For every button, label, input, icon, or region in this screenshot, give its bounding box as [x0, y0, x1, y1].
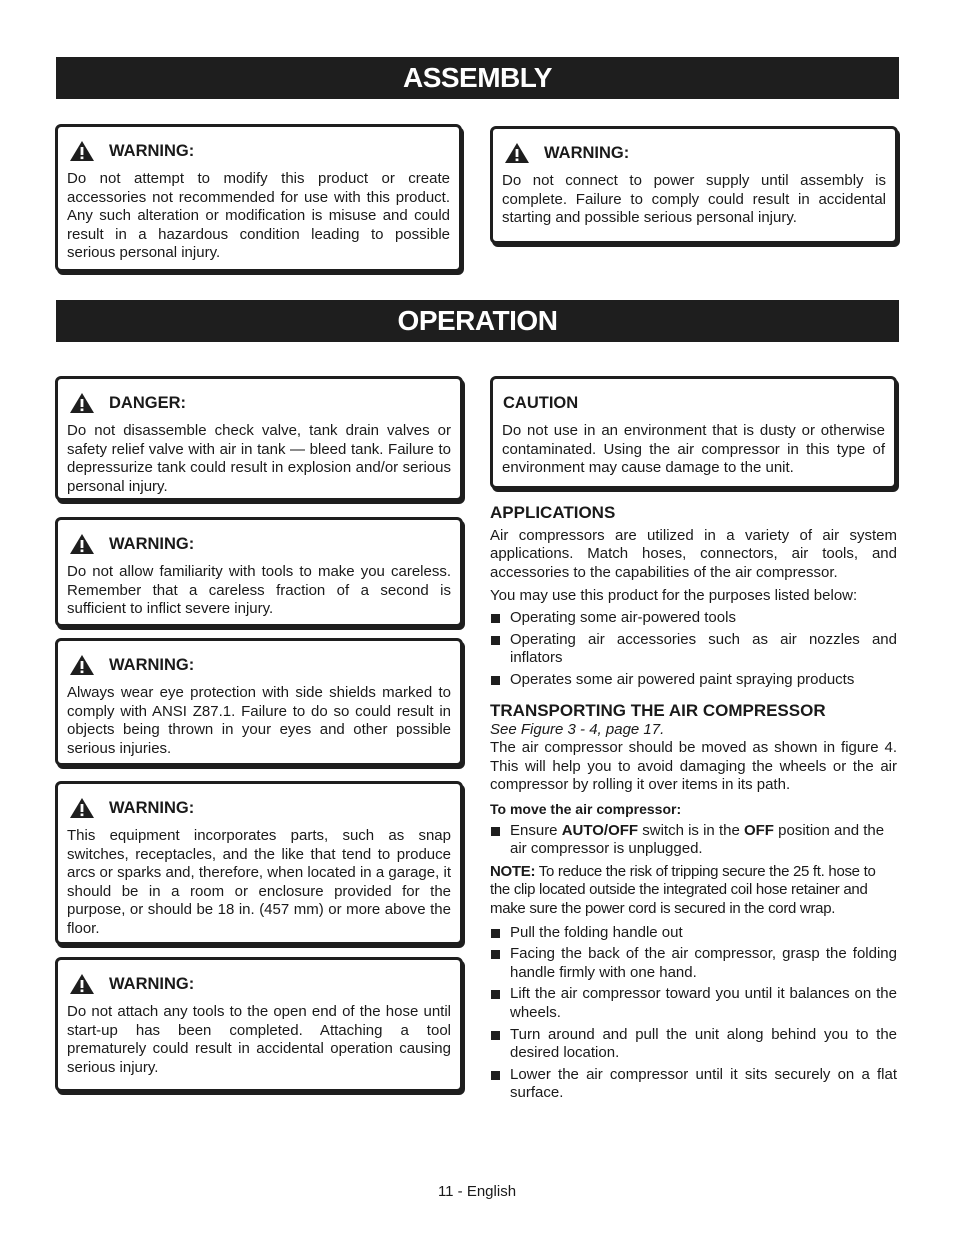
applications-section: [490, 504, 897, 692]
caution-text: Do not use in an environment that is dusty or otherwise contaminated. Using the air compressor in this type of environment may cause damage to the unit.: [502, 422, 885, 477]
warning-label: WARNING:: [109, 798, 195, 817]
list-item: [490, 631, 897, 668]
assembly-banner: ASSEMBLY: [56, 57, 899, 99]
applications-title: APPLICATIONS: [490, 503, 616, 522]
danger-text: Do not disassemble check valve, tank drain valves or safety relief valve with air in tank — bleed tank. Failure to depressurize tank could result in explosion and/or serious personal injury.: [67, 422, 451, 495]
caution-box: [490, 376, 897, 489]
warning-triangle-icon: [69, 140, 95, 162]
ensure-mid: switch is in the: [638, 821, 744, 839]
operation-banner: OPERATION: [56, 300, 899, 342]
note-text: To reduce the risk of tripping secure the 25 ft. hose to the clip located outside the integrated coil hose retainer and make sure the power cord is secured in the cord wrap.: [490, 862, 876, 917]
warning-label: WARNING:: [109, 534, 195, 553]
ensure-post: position and the air compressor is unplugged.: [510, 821, 885, 858]
bullet-icon: [491, 614, 500, 623]
assembly-warning-box-1: [55, 124, 462, 272]
warning-heading: [69, 797, 451, 819]
list-item: [490, 1066, 897, 1103]
list-item: [490, 945, 897, 982]
transport-to-move: To move the air compressor:: [490, 800, 682, 817]
warning-heading: [69, 973, 451, 995]
list-item: [490, 985, 897, 1022]
operation-warning-box-1: [55, 517, 463, 627]
list-item: [490, 822, 897, 859]
warning-label: WARNING:: [544, 143, 630, 162]
list-item: [490, 609, 897, 628]
operation-warning-box-2: [55, 638, 463, 766]
list-item-text: Pull the folding handle out: [510, 923, 683, 941]
auto-off-label: AUTO/OFF: [561, 821, 639, 839]
bullet-icon: [491, 676, 500, 685]
assembly-warning-box-2: [490, 126, 898, 244]
caution-label: CAUTION: [503, 393, 579, 412]
list-item: [490, 671, 897, 690]
warning-text: Do not allow familiarity with tools to make you careless. Remember that a careless fraction of a second is sufficient to inflict severe injury.: [67, 563, 451, 618]
warning-heading: [69, 140, 450, 162]
warning-triangle-icon: [69, 973, 95, 995]
warning-text: Do not attach any tools to the open end of the hose until start-up has been completed. Attaching a tool prematurely could result in accidental operation causing serious injury.: [67, 1003, 451, 1076]
applications-intro: Air compressors are utilized in a variety of air system applications. Match hoses, connectors, air tools, and accessories to the capabilities of the air compressor.: [490, 526, 897, 581]
transport-intro: The air compressor should be moved as shown in figure 4. This will help you to avoid damaging the wheels or the air compressor by rolling it over items in its path.: [490, 739, 897, 794]
list-item-text: Turn around and pull the unit along behind you to the desired location.: [510, 1025, 897, 1062]
warning-heading: [504, 142, 886, 164]
transport-section: [490, 702, 897, 1106]
ensure-pre: Ensure: [510, 821, 562, 839]
bullet-icon: [491, 929, 500, 938]
list-item-text: Lower the air compressor until it sits securely on a flat surface.: [510, 1065, 897, 1102]
bullet-icon: [491, 1031, 500, 1040]
warning-triangle-icon: [69, 533, 95, 555]
warning-triangle-icon: [504, 142, 530, 164]
note-label: NOTE:: [490, 862, 536, 880]
warning-heading: [69, 533, 451, 555]
warning-triangle-icon: [69, 654, 95, 676]
warning-label: WARNING:: [109, 141, 195, 160]
list-item: [490, 1026, 897, 1063]
warning-text: Do not attempt to modify this product or create accessories not recommended for use with this product. Any such alteration or modification is misuse and could result in a hazardous condition leading to possible serious personal injury.: [67, 170, 450, 262]
off-label: OFF: [743, 821, 774, 839]
bullet-icon: [491, 827, 500, 836]
danger-label: DANGER:: [109, 393, 186, 412]
list-item-text: Operating some air-powered tools: [510, 608, 736, 626]
warning-triangle-icon: [69, 392, 95, 414]
warning-label: WARNING:: [109, 655, 195, 674]
bullet-icon: [491, 950, 500, 959]
transport-title: TRANSPORTING THE AIR COMPRESSOR: [490, 701, 826, 720]
applications-lead: You may use this product for the purposes listed below:: [490, 587, 858, 605]
page-footer: 11 - English: [437, 1183, 517, 1200]
ensure-list: [490, 822, 897, 859]
warning-label: WARNING:: [109, 974, 195, 993]
list-item-text: Operating air accessories such as air nozzles and inflators: [510, 630, 897, 667]
danger-heading: [69, 392, 451, 414]
warning-heading: [69, 654, 451, 676]
list-item: [490, 924, 897, 943]
operation-warning-box-4: [55, 957, 463, 1092]
steps-list: [490, 924, 897, 1103]
list-item-text: Facing the back of the air compressor, grasp the folding handle firmly with one hand.: [510, 945, 897, 981]
transport-see-figure: See Figure 3 - 4, page 17.: [490, 720, 665, 738]
warning-text: This equipment incorporates parts, such as snap switches, receptacles, and the like that tend to produce arcs or sparks and, therefore, when located in a garage, it should be in a room or enclosure provided for the purpose, or should be 18 in. (457 mm) or more above the floor.: [67, 827, 451, 937]
transport-note: [490, 863, 897, 919]
list-item-text: Operates some air powered paint spraying products: [510, 670, 855, 688]
caution-heading: [503, 392, 885, 414]
bullet-icon: [491, 990, 500, 999]
danger-box: [55, 376, 463, 501]
warning-triangle-icon: [69, 797, 95, 819]
warning-text: Always wear eye protection with side shields marked to comply with ANSI Z87.1. Failure to do so could result in objects being thrown in your eyes and other possible serious injuries.: [67, 684, 451, 757]
bullet-icon: [491, 636, 500, 645]
warning-text: Do not connect to power supply until assembly is complete. Failure to comply could result in accidental starting and possible serious personal injury.: [502, 172, 886, 227]
operation-warning-box-3: [55, 781, 463, 945]
applications-list: [490, 609, 897, 689]
list-item-text: Lift the air compressor toward you until it balances on the wheels.: [510, 985, 897, 1021]
bullet-icon: [491, 1071, 500, 1080]
